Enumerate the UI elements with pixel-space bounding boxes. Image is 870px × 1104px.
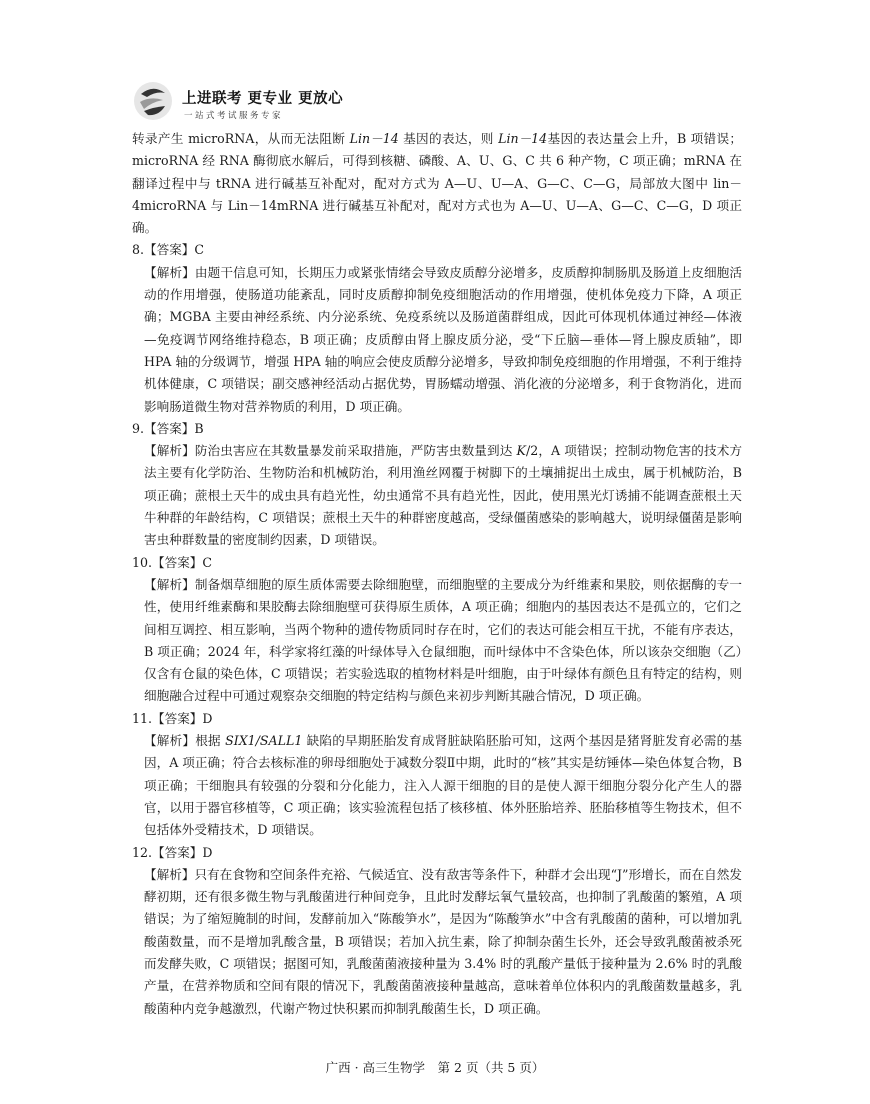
answer-content	[132, 128, 742, 1020]
analysis-paragraph: 【解析】只有在食物和空间条件充裕、气候适宜、没有敌害等条件下，种群才会出现“J”形增长，而在自然发酵初期，还有很多微生物与乳酸菌进行种间竞争，且此时发酵坛氧气量较高，也抑制了乳酸菌的繁殖，A 项错误；为了缩短腌制的时间，发酵前加入“陈酸笋水”，是因为“陈酸笋水”中含有乳酸菌的菌种，可以增加乳酸菌数量，而不是增加乳酸含量，B 项错误；若加入抗生素，除了抑制杂菌生长外，还会导致乳酸菌被杀死而发酵失败，C 项错误；据图可知，乳酸菌菌液接种量为 3.4% 时的乳酸产量低于接种量为 2.6% 时的乳酸产量，在营养物质和空间有限的情况下，乳酸菌菌液接种量越高，意味着单位体积内的乳酸菌数量越多，乳酸菌种内竞争越激烈，代谢产物过快积累而抑制乳酸菌生长，D 项正确。	[144, 866, 742, 1016]
continued-analysis	[132, 128, 742, 239]
question-10	[132, 552, 742, 708]
question-12	[132, 842, 742, 1020]
analysis-paragraph: 【解析】制备烟草细胞的原生质体需要去除细胞壁，而细胞壁的主要成分为纤维素和果胶，则依据酶的专一性，使用纤维素酶和果胶酶去除细胞壁可获得原生质体，A 项正确；细胞内的基因表达不是孤立的，它们之间相互调控、相互影响，当两个物种的遗传物质同时存在时，它们的表达可能会相互干扰，不能有序表达，B 项正确；2024 年，科学家将红藻的叶绿体导入仓鼠细胞，而叶绿体中不含染色体，所以该杂交细胞（乙）仅含有仓鼠的染色体，C 项错误；若实验选取的植物材料是叶细胞，由于叶绿体有颜色且有特定的结构，则细胞融合过程中可通过观察杂交细胞的特定结构与颜色来初步判断其融合情况，D 项正确。	[144, 576, 742, 704]
analysis-paragraph	[132, 730, 742, 841]
brand-logo-icon	[132, 80, 174, 122]
text-run: /2，A 项错误；控制动物危害的技术方法主要有化学防治、生物防治和机械防治，利用渔丝网覆于树脚下的土壤捕捉出土成虫，属于机械防治，B 项正确；蔗根土天牛的成虫具有趋光性，幼虫通常不具有趋光性，因此，使用黑光灯诱捕不能调查蔗根土天牛种群的年龄结构，C 项错误；蔗根土天牛的种群密度越高，受绿僵菌感染的影响越大，说明绿僵菌是影响害虫种群数量的密度制约因素，D 项错误。	[144, 443, 742, 548]
question-9	[132, 418, 742, 552]
analysis-paragraph	[132, 440, 742, 551]
text-run: 缺陷的早期胚胎发育成肾脏缺陷胚胎可知，这两个基因是猪肾脏发育必需的基因，A 项正确；符合去核标准的卵母细胞处于减数分裂Ⅱ中期，此时的“核”其实是纺锤体—染色体复合物，B 项正确；干细胞具有较强的分裂和分化能力，注入人源干细胞的目的是使人源干细胞分裂分化产生人的器官，以用于器官移植等，C 项正确；该实验流程包括了核移植、体外胚胎培养、胚胎移植等生物技术，但不包括体外受精技术，D 项错误。	[144, 733, 742, 838]
gene-name: SIX1/SALL1	[225, 733, 303, 749]
analysis-paragraph: 【解析】由题干信息可知，长期压力或紧张情绪会导致皮质醇分泌增多，皮质醇抑制肠肌及肠道上皮细胞活动的作用增强，使肠道功能紊乱，同时皮质醇抑制免疫细胞活动的作用增强，使机体免疫力下降，A 项正确；MGBA 主要由神经系统、内分泌系统、免疫系统以及肠道菌群组成，因此可体现机体通过神经—体液—免疫调节网络维持稳态，B 项正确；皮质醇由肾上腺皮质分泌，受“下丘脑—垂体—肾上腺皮质轴”，即 HPA 轴的分级调节，增强 HPA 轴的响应会使皮质醇分泌增多，导致抑制免疫细胞的作用增强，不利于维持机体健康，C 项错误；副交感神经活动占据优势，胃肠蠕动增强、消化液的分泌增多，利于食物消化，进而影响肠道微生物对营养物质的利用，D 项正确。	[144, 264, 742, 414]
answer-line: 8.【答案】C	[132, 242, 205, 258]
page-footer: 广西 · 高三生物学 第 2 页（共 5 页）	[325, 1060, 545, 1075]
text-run: 【解析】根据	[144, 733, 226, 749]
brand-slogan: 上进联考 更专业 更放心	[182, 91, 344, 107]
gene-name: Lin－14	[349, 131, 399, 146]
answer-line: 9.【答案】B	[132, 420, 204, 436]
brand-tagline: 一站式考试服务专家	[184, 111, 284, 121]
text-run: 【解析】防治虫害应在其数量暴发前采取措施，严防害虫数量到达	[144, 443, 517, 459]
text-run: 基因的表达量会上升，B 项错误；microRNA 经 RNA 酶彻底水解后，可得到核糖、磷酸、A、U、G、C 共 6 种产物，C 项正确；mRNA 在翻译过程中与 tRNA 进行碱基互补配对，配对方式为 A—U、U—A、G—C、C—G，局部放大图中 lin－4microRNA 与 Lin－14mRNA 进行碱基互补配对，配对方式也为 A—U、U—A、G—C、C—G，D 项正确。	[132, 131, 742, 236]
question-11	[132, 708, 742, 842]
text-run: 基因的表达，则	[398, 131, 499, 146]
text-run: 转录产生 microRNA，从而无法阻断	[132, 131, 350, 146]
answer-line: 12.【答案】D	[132, 844, 213, 860]
question-8	[132, 239, 742, 417]
answer-line: 10.【答案】C	[132, 554, 213, 570]
page-header	[132, 80, 344, 124]
gene-name: Lin－14	[498, 131, 548, 146]
answer-line: 11.【答案】D	[132, 710, 213, 726]
math-symbol: K	[516, 443, 526, 459]
